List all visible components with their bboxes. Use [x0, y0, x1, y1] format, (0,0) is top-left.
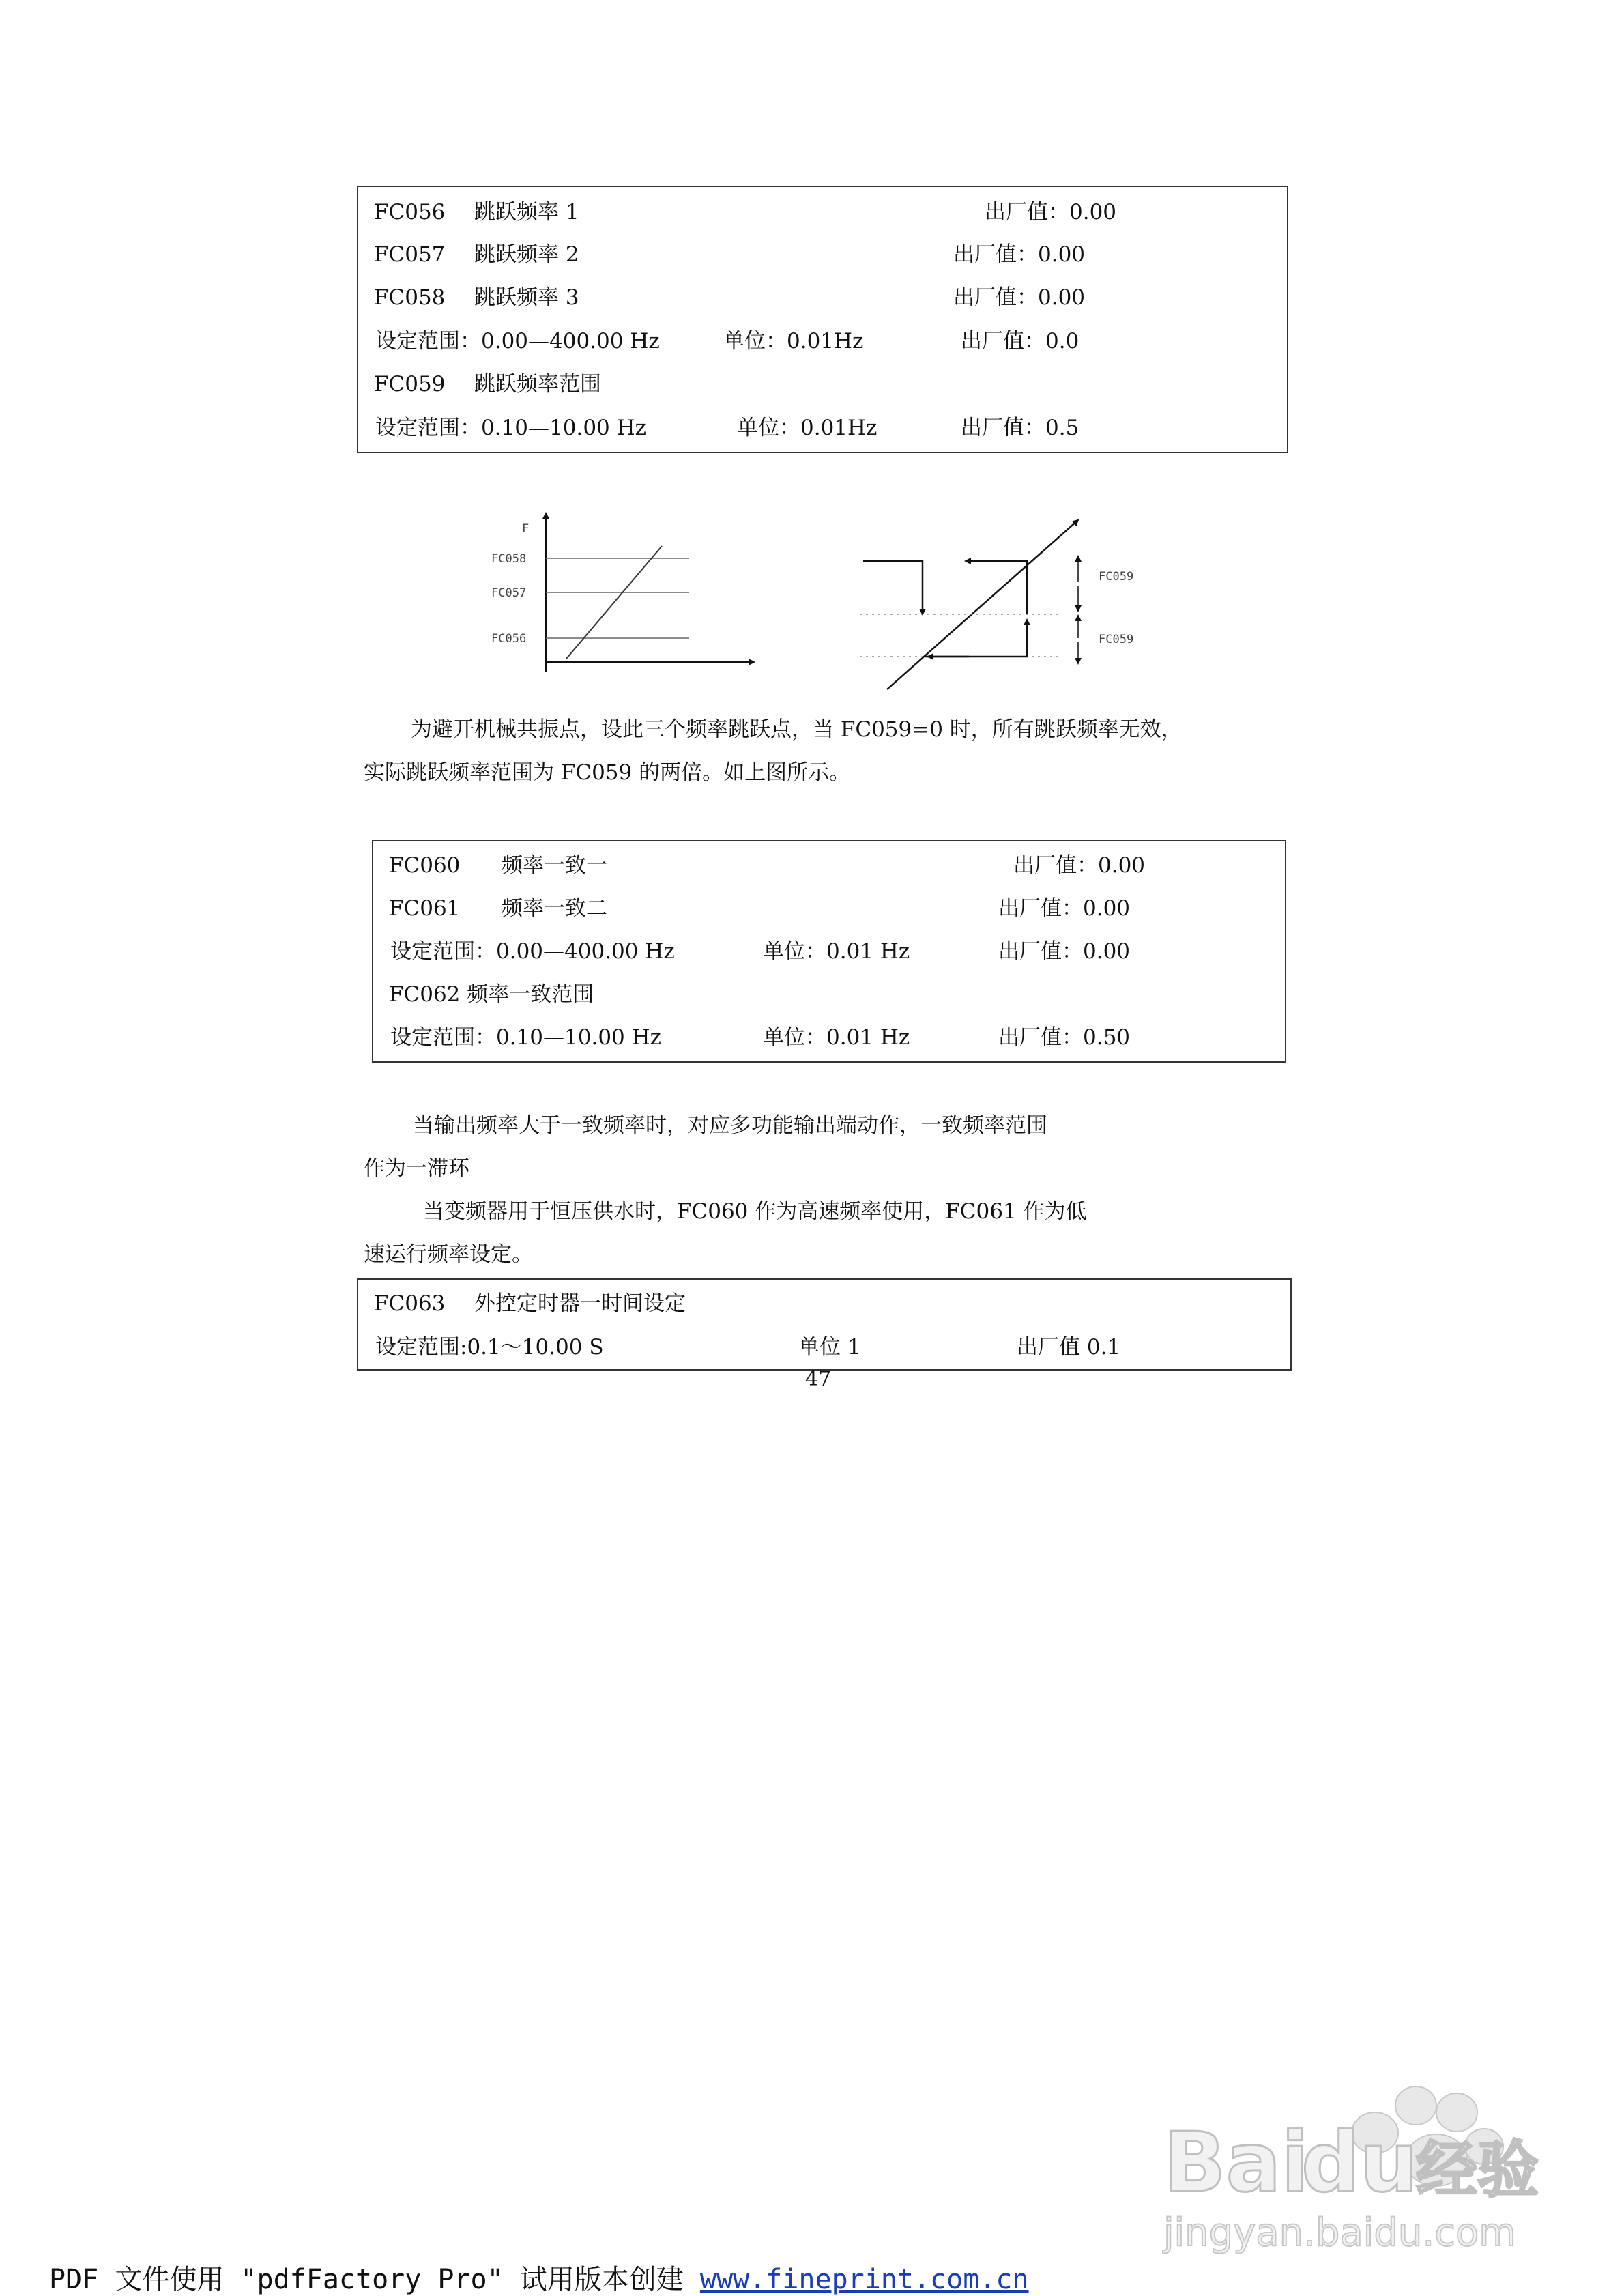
- param-default: 出厂值：0.00: [953, 242, 1086, 267]
- param-range: 设定范围：0.10—10.00 Hz: [390, 1025, 661, 1050]
- lower-loop-path: [925, 620, 1027, 657]
- param-code: FC059: [374, 372, 446, 397]
- paragraph-jump-frequency-line2: 实际跳跃频率范围为 FC059 的两倍。如上图所示。: [364, 760, 851, 785]
- upper-loop-path: [863, 561, 923, 614]
- param-range: 设定范围：0.10—10.00 Hz: [375, 416, 646, 440]
- paragraph-jump-frequency-line1: 为避开机械共振点，设此三个频率跳跃点，当 FC059=0 时，所有跳跃频率无效，: [411, 717, 1183, 742]
- param-code: FC061: [389, 896, 461, 921]
- param-name: 频率一致二: [502, 896, 607, 921]
- axis-label-f: F: [522, 522, 530, 536]
- param-default: 出厂值 0.1: [1017, 1335, 1121, 1360]
- left-diagram: [491, 513, 754, 672]
- param-name: 频率一致一: [502, 853, 607, 878]
- param-default: 出厂值：0.5: [961, 416, 1079, 440]
- paragraph-consistency-line3: 当变频器用于恒压供水时，FC060 作为高速频率使用，FC061 作为低: [423, 1199, 1087, 1224]
- paragraph-consistency-line1: 当输出频率大于一致频率时，对应多功能输出端动作，一致频率范围: [413, 1113, 1047, 1138]
- baidu-jingyan-watermark: [1150, 2058, 1552, 2263]
- param-default: 出厂值：0.00: [1013, 853, 1146, 878]
- label-fc059-lower: FC059: [1099, 633, 1134, 646]
- param-code: FC057: [374, 242, 446, 267]
- param-table-fc056-fc059: [357, 186, 1288, 453]
- upper-return-path: [966, 561, 1027, 614]
- param-default: 出厂值：0.0: [961, 329, 1079, 354]
- paragraph-consistency-line2: 作为一滞环: [364, 1156, 469, 1181]
- param-name: 跳跃频率 3: [474, 285, 579, 310]
- param-name: 外控定时器一时间设定: [474, 1291, 686, 1316]
- label-fc056: FC056: [491, 632, 527, 646]
- param-code: FC058: [374, 285, 446, 310]
- label-fc058: FC058: [491, 552, 527, 566]
- param-unit: 单位：0.01Hz: [723, 329, 864, 354]
- pdf-footer: [49, 2266, 1029, 2293]
- watermark-url: jingyan.baidu.com: [1163, 2211, 1516, 2255]
- param-range: 设定范围：0.00—400.00 Hz: [375, 329, 660, 354]
- param-default: 出厂值：0.00: [998, 896, 1131, 921]
- right-diagram: [860, 520, 1133, 689]
- param-name: 跳跃频率 1: [474, 200, 579, 225]
- param-code: FC060: [389, 853, 461, 878]
- param-default: 出厂值：0.00: [998, 939, 1131, 964]
- param-name: 跳跃频率 2: [474, 242, 579, 267]
- watermark-brand-b: du: [1301, 2116, 1419, 2211]
- watermark-brand-a: Bai: [1163, 2116, 1309, 2211]
- footer-text: PDF 文件使用 "pdfFactory Pro" 试用版本创建: [49, 2264, 684, 2295]
- param-default: 出厂值：0.50: [998, 1025, 1131, 1050]
- param-range: 设定范围：0.00—400.00 Hz: [390, 939, 675, 964]
- param-unit: 单位：0.01Hz: [737, 416, 878, 440]
- label-fc057: FC057: [491, 586, 527, 600]
- label-fc059-upper: FC059: [1099, 570, 1134, 584]
- param-unit: 单位：0.01 Hz: [763, 1025, 910, 1050]
- param-name: 跳跃频率范围: [474, 372, 601, 397]
- param-range: 设定范围:0.1～10.00 S: [375, 1335, 604, 1360]
- watermark-brand-cn: 经验: [1416, 2134, 1539, 2206]
- diagonal-line: [887, 520, 1078, 689]
- param-name: FC062 频率一致范围: [389, 982, 594, 1007]
- param-code: FC056: [374, 200, 446, 225]
- param-unit: 单位 1: [798, 1335, 861, 1360]
- param-default: 出厂值：0.00: [985, 200, 1117, 225]
- footer-link[interactable]: www.fineprint.com.cn: [699, 2264, 1029, 2295]
- watermark-graphic: [1150, 2058, 1552, 2263]
- param-default: 出厂值：0.00: [953, 285, 1086, 310]
- output-ramp-line: [566, 546, 662, 659]
- page-number: 47: [805, 1367, 832, 1391]
- param-code: FC063: [374, 1291, 446, 1316]
- jump-frequency-diagram: [464, 505, 1180, 696]
- param-unit: 单位：0.01 Hz: [763, 939, 910, 964]
- paragraph-consistency-line4: 速运行频率设定。: [364, 1242, 533, 1267]
